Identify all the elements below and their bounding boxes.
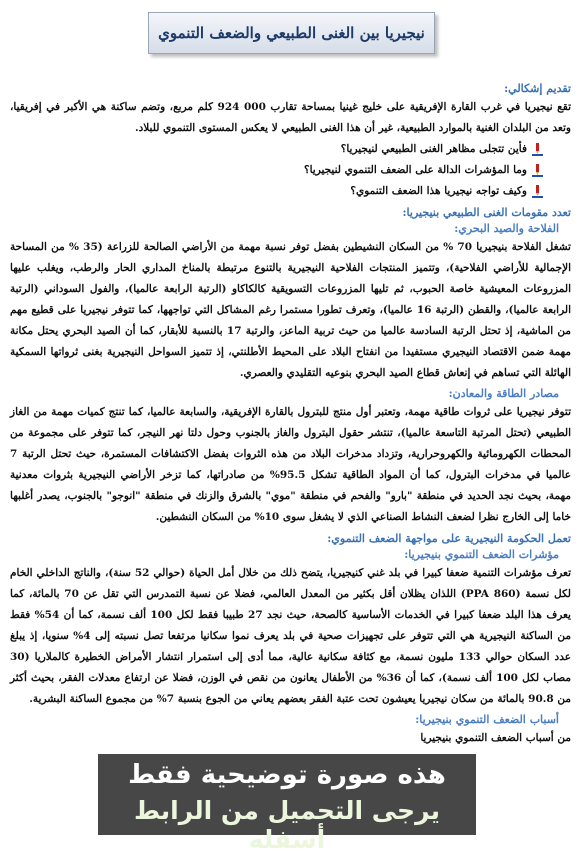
question-text: فأين تتجلى مظاهر الغنى الطبيعي لنيجيريا؟ bbox=[340, 143, 527, 155]
pen-bullet-icon bbox=[532, 185, 543, 198]
agriculture-paragraph: تشغل الفلاحة بنيجيريا 70 % من السكان النشيطين بفضل توفر نسبة مهمة من الأراضي الصالحة للزراعة (35 % من المساحة الإجمالية للأراضي الفلاحية)، وتتميز المنتجات الفلاحية النيجيرية بالتنوع مرتبطة بالمناخ المداري الحار والرطب، ويغلب عليها المزروعات المعيشية خاصة الحبوب، ثم تليها المزروعات التسويقية كالكاكاو (الرتبة الرابعة عالميا)، والفول السوداني (الرتبة الرابعة عالميا)، والقطن (الرتبة 16 عالميا)، وتعرف تطورا مستمرا رغم المشاكل التي تواجهها، كما تتوفر نيجيريا على قطيع مهم من الماشية، إذ تحتل الرتبة السادسة عالميا من حيث تربية الماعز، والرتبة 17 بالنسبة للأبقار، كما أن الصيد البحري يحتل مكانة مهمة ضمن الاقتصاد النيجيري مستفيدا من انفتاح البلاد على المحيط الأطلنتي، إذ تتميز السواحل النيجيرية بغنى ثرواتها السمكية الهائلة التي تساهم في إنعاش قطاع الصيد البحري بنوعيه التقليدي والعصري. bbox=[10, 241, 572, 379]
indicators-heading: مؤشرات الضعف التنموي بنيجيريا: bbox=[404, 548, 559, 561]
pen-bullet-icon bbox=[532, 143, 543, 156]
indicators-paragraph: تعرف مؤشرات التنمية ضعفا كبيرا في بلد غني كنيجيريا، يتضح ذلك من خلال أمل الحياة (حوالي 52 سنة)، والناتج الداخلي الخام لكل نسمة (860 PPA) اللذان يظلان أقل بكثير من المعدل العالمي، فضلا عن نسبة التمدرس التي تقل عن 70 بالمائة، كما يعرف هذا البلد ضعفا كبيرا في الخدمات الأساسية كالصحة، حيث نجد 27 طبيبا فقط لكل 100 ألف نسمة، كما أن 54% فقط من الساكنة النيجيرية هي التي تتوفر على تجهيزات صحية في بلد يعرف نموا سكانيا مرتفعا تصل نسبته إلى 4% سنويا، إذ يبلغ عدد السكان حوالي 133 مليون نسمة، مع كثافة سكانية عالية، مما أدى إلى استمرار انتشار الأمراض الخطيرة كالملاريا (30 مصاب لكل 100 ألف نسمة)، كما أن 36% من الأطفال يعانون من نقص في الوزن، فضلا عن ارتفاع معدلات الفقر، بحيث أكثر من 90.8 بالمائة من سكان نيجيريا يعيشون تحت عتبة الفقر بعضهم يعاني من الجوع بنسبة 7% من مجموع الساكنة البشرية. bbox=[10, 567, 572, 705]
question-item bbox=[10, 160, 543, 181]
causes-paragraph: من أسباب الضعف التنموي بنيجيريا bbox=[420, 732, 571, 744]
watermark-line-1: هذه صورة توضيحية فقط bbox=[128, 760, 446, 790]
intro-heading: تقديم إشكالي: bbox=[504, 82, 571, 95]
section1-heading: تعدد مقومات الغنى الطبيعي بنيجيريا: bbox=[402, 206, 571, 219]
question-item bbox=[10, 139, 543, 160]
page-title: نيجيريا بين الغنى الطبيعي والضعف التنموي bbox=[148, 12, 435, 54]
question-list bbox=[10, 139, 571, 202]
agriculture-heading: الفلاحة والصيد البحري: bbox=[454, 222, 559, 235]
pen-bullet-icon bbox=[532, 164, 543, 177]
question-text: وما المؤشرات الدالة على الضعف التنموي لنيجيريا؟ bbox=[304, 164, 527, 176]
watermark-overlay bbox=[98, 754, 476, 854]
causes-heading: أسباب الضعف التنموي بنيجيريا: bbox=[415, 713, 559, 726]
watermark-line-2: يرجى التحميل من الرابط أسفله bbox=[133, 796, 441, 854]
energy-heading: مصادر الطاقة والمعادن: bbox=[448, 387, 559, 400]
question-text: وكيف تواجه نيجيريا هذا الضعف التنموي؟ bbox=[350, 185, 527, 197]
document-body bbox=[10, 78, 571, 749]
question-item bbox=[10, 181, 543, 202]
intro-paragraph: تقع نيجيريا في غرب القارة الإفريقية على خليج غينيا بمساحة تقارب 000 924 كلم مربع، وتضم ساكنة هي الأكبر في إفريقيا، وتعد من البلدان الغنية بالموارد الطبيعية، غير أن هذا الغنى الطبيعي لا يعكس المستوى التنموي للبلاد. bbox=[10, 101, 571, 134]
section2-heading: تعمل الحكومة النيجيرية على مواجهة الضعف التنموي: bbox=[327, 532, 571, 545]
energy-paragraph: تتوفر نيجيريا على ثروات طاقية مهمة، وتعتبر أول منتج للبترول بالقارة الإفريقية، والسابعة عالميا، كما تنتج كميات مهمة من الغاز الطبيعي (تحتل المرتبة التاسعة عالميا)، تنتشر حقول البترول والغاز بالجنوب وحول دلتا نهر النيجر، كما تتوفر على مجموعة من المحطات الكهرومائية والكهروحرارية، وتزداد مدخرات البلاد من هذه الثروات بفضل الاكتشافات المستمرة، حيث تحتل الرتبة 7 عالميا في مدخرات البترول، كما أن المواد الطاقية تشكل 95.5% من صادراتها، كما تزخر الأراضي النيجيرية بثروات معدنية مهمة، بحيث نجد الحديد في منطقة "بارو" والفحم في منطقة "موي" بالشرق والزنك في منطقة "انوجو" بالجنوب، يصدر أغلبها خاما إلى الخارج نظرا لضعف النشاط الصناعي الذي لا يشغل سوى 10% من السكان النشطين. bbox=[10, 406, 571, 523]
